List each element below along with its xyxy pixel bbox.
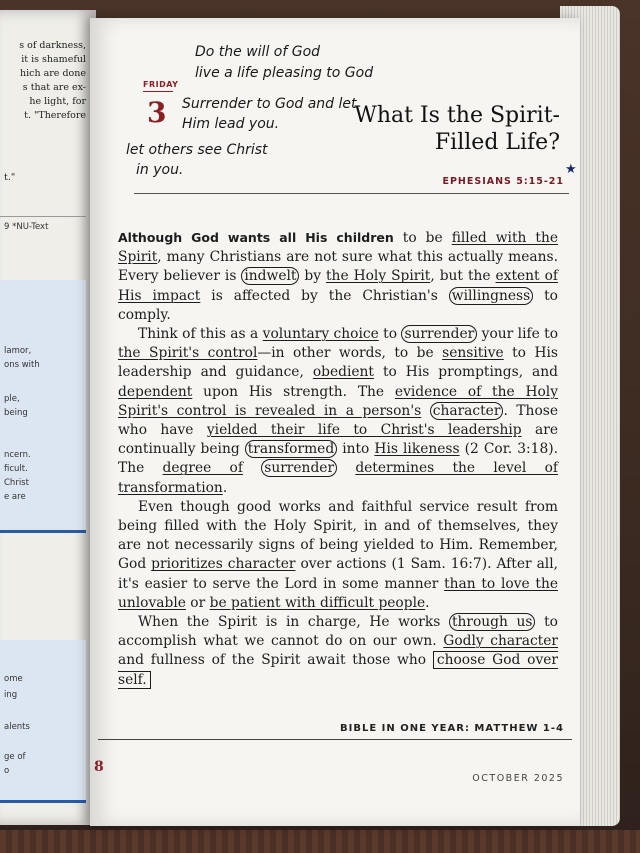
handwritten-note: in you. [136,162,184,178]
paragraph-4 [118,613,558,690]
lead-in: Although God wants all His children [118,230,394,245]
circled-word: character [430,402,504,420]
circled-word: indwelt [241,267,299,285]
underlined-phrase: Godly character [443,633,558,650]
circled-word: willingness [449,287,533,305]
underlined-phrase: be patient with difficult people [209,594,426,611]
text: . [425,594,430,611]
text: Think of this as a [138,326,263,343]
text: Even though good works and faithful service result from being filled with the Holy Spirit, in and of themselves, they are not necessarily signs of being yielded to Him. Remember, God [118,498,558,573]
circled-word: transformed [245,440,337,458]
underlined-phrase: yielded their life to Christ's leadership [206,422,522,439]
reading-plan: BIBLE IN ONE YEAR: MATTHEW 1-4 [340,723,564,734]
scripture-reference: EPHESIANS 5:15-21 [442,176,564,187]
underlined-phrase: His likeness [374,441,460,458]
previous-page [0,10,96,825]
underlined-phrase: the Spirit's control [118,345,258,362]
paragraph-3 [118,498,558,613]
devotional-page [90,18,580,826]
text: upon His strength. The [192,383,395,400]
handwritten-note: let others see Christ [126,142,268,158]
text: over actions (1 Sam. 16:7). After all, it's easier to serve the Lord in some manner [118,556,559,592]
underlined-phrase: filled with the Spirit [118,230,559,266]
left-side-note: ons with [4,360,40,370]
text: to [378,326,402,343]
footer-divider [98,739,572,740]
left-side-note: lamor, [4,346,32,356]
text: , but the [430,268,496,285]
left-side-note: e are [4,492,26,502]
handwritten-note: live a life pleasing to God [195,65,374,81]
text [243,460,261,476]
left-side-note: ficult. [4,464,28,474]
star-icon: ★ [565,162,577,177]
devotional-body [118,228,558,690]
text: by [299,268,327,285]
text: . [222,479,228,496]
text: to be [393,230,452,246]
text: . Those who have [118,402,558,439]
left-side-note: ple, [4,394,20,404]
left-text-line: s that are ex- [22,82,86,93]
left-side-note: Christ [4,478,29,488]
underlined-phrase: voluntary choice [262,326,379,343]
text: to accomplish what we cannot do on our own. [118,614,558,650]
underlined-phrase: determines the level of transformation [118,460,558,496]
carpet [0,830,640,853]
underlined-phrase: dependent [118,383,193,400]
text: into [337,441,375,458]
text [421,403,430,419]
boxed-phrase: choose God over self. [118,652,558,688]
underlined-phrase: degree of [162,460,243,477]
text: , many Christians are not sure what this actually means. Every believer is [118,249,558,285]
text: —in other words, to be [257,345,443,362]
underlined-phrase: evidence of the Holy Spirit's control is revealed in a person's [118,383,558,419]
circled-word: surrender [401,325,477,343]
text: When the Spirit is in charge, He works [138,614,449,631]
underlined-phrase: extent of His impact [118,268,558,304]
left-divider [0,216,86,217]
date-number: 3 [147,96,167,129]
underlined-phrase: the Holy Spirit [326,268,431,285]
page-number: 8 [94,759,104,775]
handwritten-note: Do the will of God [195,44,321,60]
text: or [185,594,210,611]
text: to His leadership and guidance, [118,345,558,381]
underlined-phrase: than to love the unlovable [118,575,558,611]
left-side-note: ing [4,690,18,700]
left-side-note: alents [4,722,30,732]
left-side-note: ome [4,674,23,684]
text: and fullness of the Spirit await those who [118,652,433,669]
left-text-line: s of darkness, [19,40,86,51]
left-side-note: ncern. [4,450,31,460]
text: (2 Cor. 3:18). The [118,441,558,477]
paragraph-1 [118,228,558,325]
text: is affected by the Christian's [200,287,449,304]
day-label: FRIDAY [143,80,179,89]
issue-month: OCTOBER 2025 [472,773,564,784]
text: are continually being [118,422,558,458]
underlined-phrase: sensitive [442,345,504,362]
circled-word: through us [449,613,536,631]
left-side-note: o [4,766,10,776]
circled-word: surrender [261,459,337,477]
page-title: What Is the Spirit-Filled Life? [354,103,560,155]
left-side-note: being [4,408,28,418]
text [337,460,355,476]
left-text-line: it is shameful [21,54,86,65]
paragraph-2 [118,325,558,498]
text: to His promptings, and [373,364,558,381]
left-quote-end: t." [4,172,16,183]
left-text-line: t. "Therefore [24,110,86,121]
handwritten-note: Him lead you. [182,116,280,132]
text: to comply. [118,287,558,323]
underlined-phrase: obedient [312,364,374,381]
left-text-line: he light, for [29,96,86,107]
day-underline [143,91,173,92]
text: your life to [477,326,559,343]
header-divider [134,193,569,194]
underlined-phrase: prioritizes character [151,556,296,573]
left-text-line: hich are done [19,68,86,79]
handwritten-note: Surrender to God and let [182,96,357,112]
left-footnote: 9 *NU-Text [4,222,49,232]
left-side-note: ge of [4,752,26,762]
